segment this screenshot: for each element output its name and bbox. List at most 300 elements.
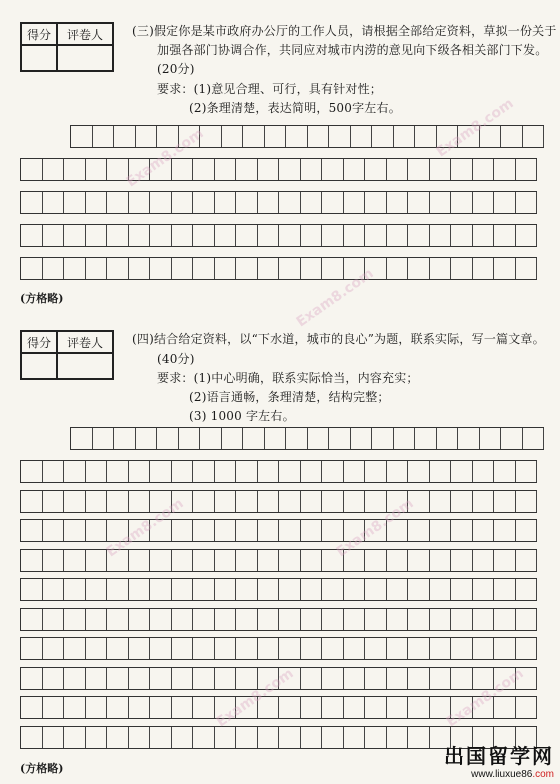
grid-cell[interactable] [258, 579, 280, 600]
grid-cell[interactable] [494, 668, 516, 689]
grid-cell[interactable] [286, 126, 308, 147]
grid-cell[interactable] [215, 727, 237, 748]
grid-cell[interactable] [150, 225, 172, 246]
grid-cell[interactable] [64, 727, 86, 748]
grid-cell[interactable] [21, 727, 43, 748]
grid-cell[interactable] [387, 461, 409, 482]
grid-cell[interactable] [494, 192, 516, 213]
grid-cell[interactable] [494, 159, 516, 180]
grid-cell[interactable] [387, 609, 409, 630]
grid-cell[interactable] [258, 609, 280, 630]
grid-cell[interactable] [172, 192, 194, 213]
grid-cell[interactable] [150, 461, 172, 482]
grid-cell[interactable] [150, 491, 172, 512]
grid-cell[interactable] [172, 550, 194, 571]
grid-cell[interactable] [107, 727, 129, 748]
grid-cell[interactable] [408, 491, 430, 512]
grid-cell[interactable] [236, 461, 258, 482]
grid-cell[interactable] [516, 609, 538, 630]
grid-cell[interactable] [387, 225, 409, 246]
grid-cell[interactable] [215, 159, 237, 180]
grid-cell[interactable] [387, 258, 409, 279]
grid-cell[interactable] [301, 461, 323, 482]
grid-cell[interactable] [322, 520, 344, 541]
grid-cell[interactable] [473, 697, 495, 718]
grid-cell[interactable] [43, 550, 65, 571]
grid-cell[interactable] [365, 579, 387, 600]
grid-cell[interactable] [322, 550, 344, 571]
grid-cell[interactable] [150, 668, 172, 689]
grid-cell[interactable] [150, 258, 172, 279]
grid-cell[interactable] [243, 126, 265, 147]
grid-cell[interactable] [415, 428, 437, 449]
grid-cell[interactable] [494, 609, 516, 630]
grid-cell[interactable] [71, 428, 93, 449]
grid-cell[interactable] [107, 520, 129, 541]
grid-cell[interactable] [365, 609, 387, 630]
grid-cell[interactable] [64, 225, 86, 246]
grid-cell[interactable] [279, 638, 301, 659]
grid-cell[interactable] [215, 697, 237, 718]
grid-cell[interactable] [129, 258, 151, 279]
grid-cell[interactable] [451, 258, 473, 279]
grid-cell[interactable] [64, 697, 86, 718]
grid-cell[interactable] [129, 159, 151, 180]
grid-cell[interactable] [451, 697, 473, 718]
grid-cell[interactable] [215, 192, 237, 213]
grid-cell[interactable] [301, 192, 323, 213]
grid-cell[interactable] [157, 428, 179, 449]
grid-cell[interactable] [86, 579, 108, 600]
grid-cell[interactable] [344, 550, 366, 571]
grid-cell[interactable] [301, 491, 323, 512]
grid-cell[interactable] [365, 668, 387, 689]
grid-cell[interactable] [86, 225, 108, 246]
grid-cell[interactable] [494, 638, 516, 659]
grid-cell[interactable] [473, 579, 495, 600]
grid-cell[interactable] [258, 550, 280, 571]
grid-cell[interactable] [193, 609, 215, 630]
grid-cell[interactable] [215, 638, 237, 659]
grid-cell[interactable] [172, 697, 194, 718]
grid-cell[interactable] [451, 609, 473, 630]
grid-cell[interactable] [258, 159, 280, 180]
grid-cell[interactable] [258, 491, 280, 512]
grid-cell[interactable] [236, 550, 258, 571]
grid-cell[interactable] [193, 550, 215, 571]
grid-cell[interactable] [43, 225, 65, 246]
grader-input[interactable] [57, 45, 113, 71]
grid-cell[interactable] [301, 579, 323, 600]
grid-cell[interactable] [258, 638, 280, 659]
grid-cell[interactable] [157, 126, 179, 147]
grid-cell[interactable] [308, 126, 330, 147]
grid-cell[interactable] [64, 579, 86, 600]
grid-cell[interactable] [451, 638, 473, 659]
grid-cell[interactable] [107, 225, 129, 246]
grid-cell[interactable] [64, 159, 86, 180]
grid-cell[interactable] [387, 520, 409, 541]
grid-cell[interactable] [344, 638, 366, 659]
grid-cell[interactable] [451, 461, 473, 482]
grid-cell[interactable] [193, 491, 215, 512]
grid-cell[interactable] [107, 550, 129, 571]
grid-cell[interactable] [408, 258, 430, 279]
grid-cell[interactable] [215, 461, 237, 482]
grid-cell[interactable] [516, 697, 538, 718]
grid-cell[interactable] [322, 727, 344, 748]
grid-cell[interactable] [236, 258, 258, 279]
grid-cell[interactable] [172, 579, 194, 600]
grid-cell[interactable] [480, 428, 502, 449]
grid-cell[interactable] [172, 461, 194, 482]
grid-cell[interactable] [64, 192, 86, 213]
grid-cell[interactable] [71, 126, 93, 147]
grid-cell[interactable] [107, 579, 129, 600]
grid-cell[interactable] [365, 258, 387, 279]
grid-cell[interactable] [129, 461, 151, 482]
grid-cell[interactable] [301, 258, 323, 279]
grid-cell[interactable] [408, 579, 430, 600]
grid-cell[interactable] [21, 668, 43, 689]
grid-cell[interactable] [322, 638, 344, 659]
grid-cell[interactable] [172, 258, 194, 279]
grid-cell[interactable] [301, 225, 323, 246]
grid-cell[interactable] [279, 491, 301, 512]
grid-cell[interactable] [64, 491, 86, 512]
grid-cell[interactable] [265, 126, 287, 147]
grid-cell[interactable] [114, 126, 136, 147]
grid-cell[interactable] [387, 697, 409, 718]
grid-cell[interactable] [329, 428, 351, 449]
grid-cell[interactable] [21, 225, 43, 246]
grid-cell[interactable] [408, 159, 430, 180]
grid-cell[interactable] [21, 579, 43, 600]
grid-cell[interactable] [43, 159, 65, 180]
grid-cell[interactable] [193, 225, 215, 246]
grid-cell[interactable] [494, 579, 516, 600]
grid-cell[interactable] [387, 550, 409, 571]
grid-cell[interactable] [93, 428, 115, 449]
grid-cell[interactable] [150, 697, 172, 718]
grid-cell[interactable] [279, 727, 301, 748]
grid-cell[interactable] [365, 192, 387, 213]
grid-cell[interactable] [129, 609, 151, 630]
grid-cell[interactable] [344, 491, 366, 512]
grid-cell[interactable] [64, 258, 86, 279]
grid-cell[interactable] [473, 550, 495, 571]
grid-cell[interactable] [516, 579, 538, 600]
grid-cell[interactable] [473, 461, 495, 482]
grid-cell[interactable] [215, 550, 237, 571]
grid-cell[interactable] [286, 428, 308, 449]
grid-cell[interactable] [408, 550, 430, 571]
grid-cell[interactable] [258, 258, 280, 279]
grid-cell[interactable] [365, 491, 387, 512]
grid-cell[interactable] [365, 159, 387, 180]
grid-cell[interactable] [129, 638, 151, 659]
grid-cell[interactable] [415, 126, 437, 147]
grid-cell[interactable] [215, 225, 237, 246]
grid-cell[interactable] [494, 461, 516, 482]
grid-cell[interactable] [344, 258, 366, 279]
grid-cell[interactable] [129, 550, 151, 571]
grid-cell[interactable] [236, 638, 258, 659]
grid-cell[interactable] [236, 491, 258, 512]
grid-cell[interactable] [129, 579, 151, 600]
grid-cell[interactable] [107, 638, 129, 659]
grid-cell[interactable] [365, 727, 387, 748]
grid-cell[interactable] [437, 428, 459, 449]
grid-cell[interactable] [236, 225, 258, 246]
grid-cell[interactable] [236, 668, 258, 689]
grid-cell[interactable] [150, 520, 172, 541]
grid-cell[interactable] [322, 258, 344, 279]
grid-cell[interactable] [480, 126, 502, 147]
grid-cell[interactable] [114, 428, 136, 449]
grid-cell[interactable] [129, 225, 151, 246]
grid-cell[interactable] [43, 192, 65, 213]
grid-cell[interactable] [215, 609, 237, 630]
grid-cell[interactable] [86, 668, 108, 689]
grid-cell[interactable] [473, 159, 495, 180]
grid-cell[interactable] [451, 225, 473, 246]
grid-cell[interactable] [107, 668, 129, 689]
grid-cell[interactable] [473, 638, 495, 659]
grid-cell[interactable] [430, 159, 452, 180]
grid-cell[interactable] [21, 192, 43, 213]
grid-cell[interactable] [451, 159, 473, 180]
grid-cell[interactable] [408, 697, 430, 718]
grid-cell[interactable] [451, 550, 473, 571]
grid-cell[interactable] [86, 491, 108, 512]
grid-cell[interactable] [193, 727, 215, 748]
grid-cell[interactable] [430, 192, 452, 213]
grid-cell[interactable] [322, 159, 344, 180]
grid-cell[interactable] [473, 225, 495, 246]
grid-cell[interactable] [473, 668, 495, 689]
grid-cell[interactable] [473, 192, 495, 213]
grid-cell[interactable] [64, 520, 86, 541]
grid-cell[interactable] [258, 461, 280, 482]
grid-cell[interactable] [215, 668, 237, 689]
grid-cell[interactable] [21, 609, 43, 630]
grid-cell[interactable] [501, 126, 523, 147]
grid-cell[interactable] [193, 668, 215, 689]
grid-cell[interactable] [64, 461, 86, 482]
grid-cell[interactable] [64, 609, 86, 630]
grid-cell[interactable] [236, 697, 258, 718]
grid-cell[interactable] [129, 727, 151, 748]
grid-cell[interactable] [451, 579, 473, 600]
grid-cell[interactable] [451, 491, 473, 512]
grid-cell[interactable] [430, 225, 452, 246]
grid-cell[interactable] [408, 192, 430, 213]
grid-cell[interactable] [430, 668, 452, 689]
grid-cell[interactable] [494, 520, 516, 541]
grid-cell[interactable] [516, 520, 538, 541]
grid-cell[interactable] [516, 159, 538, 180]
grid-cell[interactable] [394, 428, 416, 449]
grid-cell[interactable] [344, 520, 366, 541]
grid-cell[interactable] [21, 520, 43, 541]
grid-cell[interactable] [86, 697, 108, 718]
grid-cell[interactable] [215, 258, 237, 279]
grid-cell[interactable] [408, 520, 430, 541]
grid-cell[interactable] [43, 491, 65, 512]
grid-cell[interactable] [150, 192, 172, 213]
grid-cell[interactable] [107, 609, 129, 630]
grid-cell[interactable] [200, 428, 222, 449]
grid-cell[interactable] [172, 159, 194, 180]
grid-cell[interactable] [516, 225, 538, 246]
grid-cell[interactable] [322, 491, 344, 512]
grid-cell[interactable] [473, 520, 495, 541]
grid-cell[interactable] [301, 697, 323, 718]
grid-cell[interactable] [43, 638, 65, 659]
grid-cell[interactable] [394, 126, 416, 147]
grid-cell[interactable] [107, 159, 129, 180]
grid-cell[interactable] [494, 550, 516, 571]
grid-cell[interactable] [86, 192, 108, 213]
grid-cell[interactable] [387, 192, 409, 213]
grid-cell[interactable] [329, 126, 351, 147]
grid-cell[interactable] [279, 579, 301, 600]
grid-cell[interactable] [387, 638, 409, 659]
grid-cell[interactable] [129, 697, 151, 718]
grid-cell[interactable] [365, 550, 387, 571]
grid-cell[interactable] [322, 697, 344, 718]
grid-cell[interactable] [372, 428, 394, 449]
grid-cell[interactable] [172, 638, 194, 659]
grid-cell[interactable] [372, 126, 394, 147]
grid-cell[interactable] [365, 520, 387, 541]
grid-cell[interactable] [408, 609, 430, 630]
grid-cell[interactable] [129, 520, 151, 541]
grid-cell[interactable] [150, 579, 172, 600]
grid-cell[interactable] [430, 638, 452, 659]
grid-cell[interactable] [365, 225, 387, 246]
grid-cell[interactable] [516, 550, 538, 571]
grid-cell[interactable] [21, 697, 43, 718]
grid-cell[interactable] [193, 461, 215, 482]
grid-cell[interactable] [215, 491, 237, 512]
grid-cell[interactable] [279, 609, 301, 630]
grid-cell[interactable] [344, 461, 366, 482]
grid-cell[interactable] [451, 668, 473, 689]
grid-cell[interactable] [107, 491, 129, 512]
grid-cell[interactable] [523, 126, 545, 147]
grid-cell[interactable] [86, 461, 108, 482]
grid-cell[interactable] [451, 520, 473, 541]
grid-cell[interactable] [344, 727, 366, 748]
grid-cell[interactable] [430, 609, 452, 630]
grid-cell[interactable] [21, 461, 43, 482]
grid-cell[interactable] [365, 697, 387, 718]
grid-cell[interactable] [408, 727, 430, 748]
grid-cell[interactable] [322, 461, 344, 482]
grid-cell[interactable] [430, 461, 452, 482]
grid-cell[interactable] [150, 550, 172, 571]
grid-cell[interactable] [279, 258, 301, 279]
grid-cell[interactable] [86, 550, 108, 571]
grid-cell[interactable] [279, 225, 301, 246]
grid-cell[interactable] [172, 491, 194, 512]
grid-cell[interactable] [172, 668, 194, 689]
grid-cell[interactable] [43, 258, 65, 279]
grid-cell[interactable] [430, 491, 452, 512]
grid-cell[interactable] [136, 428, 158, 449]
grid-cell[interactable] [408, 668, 430, 689]
grid-cell[interactable] [258, 520, 280, 541]
grid-cell[interactable] [344, 579, 366, 600]
grid-cell[interactable] [236, 727, 258, 748]
grid-cell[interactable] [265, 428, 287, 449]
grid-cell[interactable] [322, 579, 344, 600]
grid-cell[interactable] [64, 638, 86, 659]
grid-cell[interactable] [344, 609, 366, 630]
grid-cell[interactable] [408, 638, 430, 659]
grid-cell[interactable] [387, 491, 409, 512]
grid-cell[interactable] [516, 638, 538, 659]
grid-cell[interactable] [279, 159, 301, 180]
grid-cell[interactable] [430, 520, 452, 541]
grid-cell[interactable] [516, 668, 538, 689]
grid-cell[interactable] [129, 192, 151, 213]
grid-cell[interactable] [43, 520, 65, 541]
grid-cell[interactable] [523, 428, 545, 449]
grid-cell[interactable] [279, 697, 301, 718]
grid-cell[interactable] [301, 638, 323, 659]
grid-cell[interactable] [43, 609, 65, 630]
grid-cell[interactable] [301, 727, 323, 748]
grid-cell[interactable] [86, 638, 108, 659]
grid-cell[interactable] [136, 126, 158, 147]
grid-cell[interactable] [279, 520, 301, 541]
grid-cell[interactable] [179, 126, 201, 147]
grid-cell[interactable] [308, 428, 330, 449]
grid-cell[interactable] [408, 461, 430, 482]
grid-cell[interactable] [258, 668, 280, 689]
grid-cell[interactable] [236, 579, 258, 600]
grid-cell[interactable] [43, 697, 65, 718]
grid-cell[interactable] [451, 192, 473, 213]
grid-cell[interactable] [193, 579, 215, 600]
grid-cell[interactable] [43, 668, 65, 689]
grid-cell[interactable] [344, 159, 366, 180]
grid-cell[interactable] [258, 697, 280, 718]
grid-cell[interactable] [279, 668, 301, 689]
grid-cell[interactable] [86, 609, 108, 630]
grid-cell[interactable] [200, 126, 222, 147]
grid-cell[interactable] [129, 668, 151, 689]
grid-cell[interactable] [458, 126, 480, 147]
grid-cell[interactable] [494, 225, 516, 246]
grid-cell[interactable] [322, 225, 344, 246]
score-input[interactable] [21, 45, 57, 71]
grid-cell[interactable] [107, 258, 129, 279]
grid-cell[interactable] [21, 491, 43, 512]
grid-cell[interactable] [279, 550, 301, 571]
grid-cell[interactable] [21, 638, 43, 659]
grid-cell[interactable] [473, 258, 495, 279]
grid-cell[interactable] [86, 159, 108, 180]
grid-cell[interactable] [64, 668, 86, 689]
grid-cell[interactable] [430, 258, 452, 279]
grid-cell[interactable] [150, 727, 172, 748]
grader-input[interactable] [57, 353, 113, 379]
grid-cell[interactable] [279, 461, 301, 482]
